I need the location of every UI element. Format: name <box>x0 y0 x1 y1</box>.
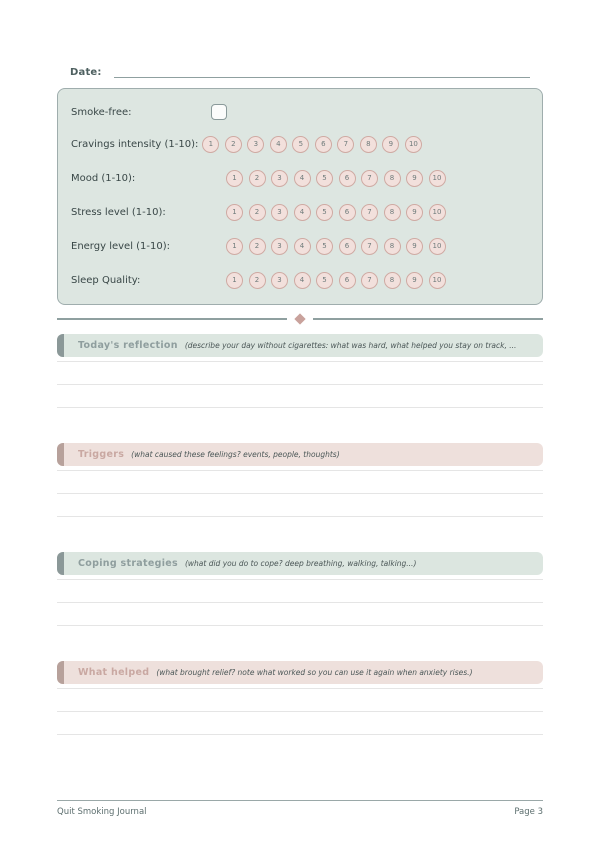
scale-circle-2[interactable]: 2 <box>249 238 266 255</box>
daily-tracker-box <box>57 88 543 305</box>
scale-circle-3[interactable]: 3 <box>247 136 264 153</box>
scale-circle-7[interactable]: 7 <box>361 238 378 255</box>
accent-bar <box>57 334 64 357</box>
writing-line[interactable] <box>57 471 543 494</box>
divider-line-left <box>57 318 287 320</box>
scale-circle-7[interactable]: 7 <box>361 272 378 289</box>
cravings-intensity-scale <box>202 136 422 153</box>
section-header <box>57 334 543 357</box>
mood-scale <box>226 170 446 187</box>
scale-circle-4[interactable]: 4 <box>294 170 311 187</box>
sleep-quality-row <box>71 263 529 297</box>
section-triggers <box>57 443 543 517</box>
scale-circle-1[interactable]: 1 <box>202 136 219 153</box>
scale-circle-5[interactable]: 5 <box>316 170 333 187</box>
section-todays-reflection <box>57 334 543 408</box>
scale-circle-8[interactable]: 8 <box>384 272 401 289</box>
sleep-quality-scale <box>226 272 446 289</box>
energy-level-scale <box>226 238 446 255</box>
date-row <box>57 63 543 78</box>
writing-area <box>57 575 543 626</box>
writing-line[interactable] <box>57 494 543 517</box>
writing-line[interactable] <box>57 689 543 712</box>
scale-circle-2[interactable]: 2 <box>249 170 266 187</box>
scale-circle-3[interactable]: 3 <box>271 238 288 255</box>
writing-area <box>57 357 543 408</box>
writing-line[interactable] <box>57 362 543 385</box>
scale-circle-10[interactable]: 10 <box>405 136 422 153</box>
scale-circle-2[interactable]: 2 <box>249 204 266 221</box>
section-hint: (what did you do to cope? deep breathing, walking, talking...) <box>184 559 417 568</box>
scale-circle-4[interactable]: 4 <box>294 272 311 289</box>
scale-circle-4[interactable]: 4 <box>294 238 311 255</box>
scale-circle-10[interactable]: 10 <box>429 170 446 187</box>
section-title: Triggers <box>78 449 125 460</box>
scale-circle-3[interactable]: 3 <box>271 170 288 187</box>
energy-level-row <box>71 229 529 263</box>
writing-area <box>57 684 543 735</box>
section-coping-strategies <box>57 552 543 626</box>
scale-circle-1[interactable]: 1 <box>226 272 243 289</box>
accent-bar <box>57 552 64 575</box>
footer-page-number: Page 3 <box>514 807 543 817</box>
writing-line[interactable] <box>57 385 543 408</box>
writing-line[interactable] <box>57 712 543 735</box>
scale-circle-2[interactable]: 2 <box>225 136 242 153</box>
section-header <box>57 552 543 575</box>
accent-bar <box>57 443 64 466</box>
scale-circle-3[interactable]: 3 <box>271 204 288 221</box>
scale-circle-4[interactable]: 4 <box>294 204 311 221</box>
stress-level-row <box>71 195 529 229</box>
writing-line[interactable] <box>57 603 543 626</box>
scale-circle-8[interactable]: 8 <box>384 238 401 255</box>
section-title: Today's reflection <box>78 340 178 351</box>
page-footer <box>57 800 543 817</box>
cravings-intensity-label: Cravings intensity (1-10): <box>71 138 199 150</box>
scale-circle-5[interactable]: 5 <box>292 136 309 153</box>
scale-circle-6[interactable]: 6 <box>315 136 332 153</box>
smoke-free-checkbox[interactable] <box>211 104 227 120</box>
footer-journal-title: Quit Smoking Journal <box>57 807 147 817</box>
energy-level-label: Energy level (1-10): <box>71 240 171 252</box>
scale-circle-10[interactable]: 10 <box>429 204 446 221</box>
section-header <box>57 661 543 684</box>
divider-line-right <box>313 318 543 320</box>
scale-circle-2[interactable]: 2 <box>249 272 266 289</box>
accent-bar <box>57 661 64 684</box>
section-hint: (describe your day without cigarettes: what was hard, what helped you stay on track, ... <box>184 341 517 350</box>
stress-level-label: Stress level (1-10): <box>71 206 166 218</box>
smoke-free-label: Smoke-free: <box>71 106 132 118</box>
scale-circle-4[interactable]: 4 <box>270 136 287 153</box>
scale-circle-7[interactable]: 7 <box>361 204 378 221</box>
scale-circle-7[interactable]: 7 <box>361 170 378 187</box>
section-header <box>57 443 543 466</box>
scale-circle-9[interactable]: 9 <box>406 238 423 255</box>
writing-area <box>57 466 543 517</box>
section-hint: (what brought relief? note what worked so you can use it again when anxiety rises.) <box>156 668 473 677</box>
scale-circle-7[interactable]: 7 <box>337 136 354 153</box>
scale-circle-9[interactable]: 9 <box>382 136 399 153</box>
scale-circle-5[interactable]: 5 <box>316 238 333 255</box>
section-title: What helped <box>78 667 150 678</box>
writing-line[interactable] <box>57 580 543 603</box>
cravings-intensity-row <box>71 127 529 161</box>
mood-label: Mood (1-10): <box>71 172 136 184</box>
smoke-free-row <box>71 97 529 127</box>
scale-circle-9[interactable]: 9 <box>406 272 423 289</box>
mood-row <box>71 161 529 195</box>
sleep-quality-label: Sleep Quality: <box>71 274 141 286</box>
date-input-line[interactable] <box>114 65 530 78</box>
scale-circle-1[interactable]: 1 <box>226 170 243 187</box>
scale-circle-6[interactable]: 6 <box>339 272 356 289</box>
section-hint: (what caused these feelings? events, people, thoughts) <box>131 450 340 459</box>
scale-circle-1[interactable]: 1 <box>226 204 243 221</box>
scale-circle-9[interactable]: 9 <box>406 204 423 221</box>
scale-circle-5[interactable]: 5 <box>316 204 333 221</box>
stress-level-scale <box>226 204 446 221</box>
section-what-helped <box>57 661 543 735</box>
scale-circle-8[interactable]: 8 <box>360 136 377 153</box>
scale-circle-1[interactable]: 1 <box>226 238 243 255</box>
scale-circle-10[interactable]: 10 <box>429 238 446 255</box>
scale-circle-5[interactable]: 5 <box>316 272 333 289</box>
scale-circle-6[interactable]: 6 <box>339 204 356 221</box>
scale-circle-3[interactable]: 3 <box>271 272 288 289</box>
section-divider <box>57 310 543 327</box>
scale-circle-8[interactable]: 8 <box>384 204 401 221</box>
section-title: Coping strategies <box>78 558 178 569</box>
scale-circle-6[interactable]: 6 <box>339 170 356 187</box>
scale-circle-8[interactable]: 8 <box>384 170 401 187</box>
scale-circle-6[interactable]: 6 <box>339 238 356 255</box>
diamond-divider-icon <box>294 313 305 324</box>
scale-circle-10[interactable]: 10 <box>429 272 446 289</box>
date-label: Date: <box>70 67 102 78</box>
scale-circle-9[interactable]: 9 <box>406 170 423 187</box>
